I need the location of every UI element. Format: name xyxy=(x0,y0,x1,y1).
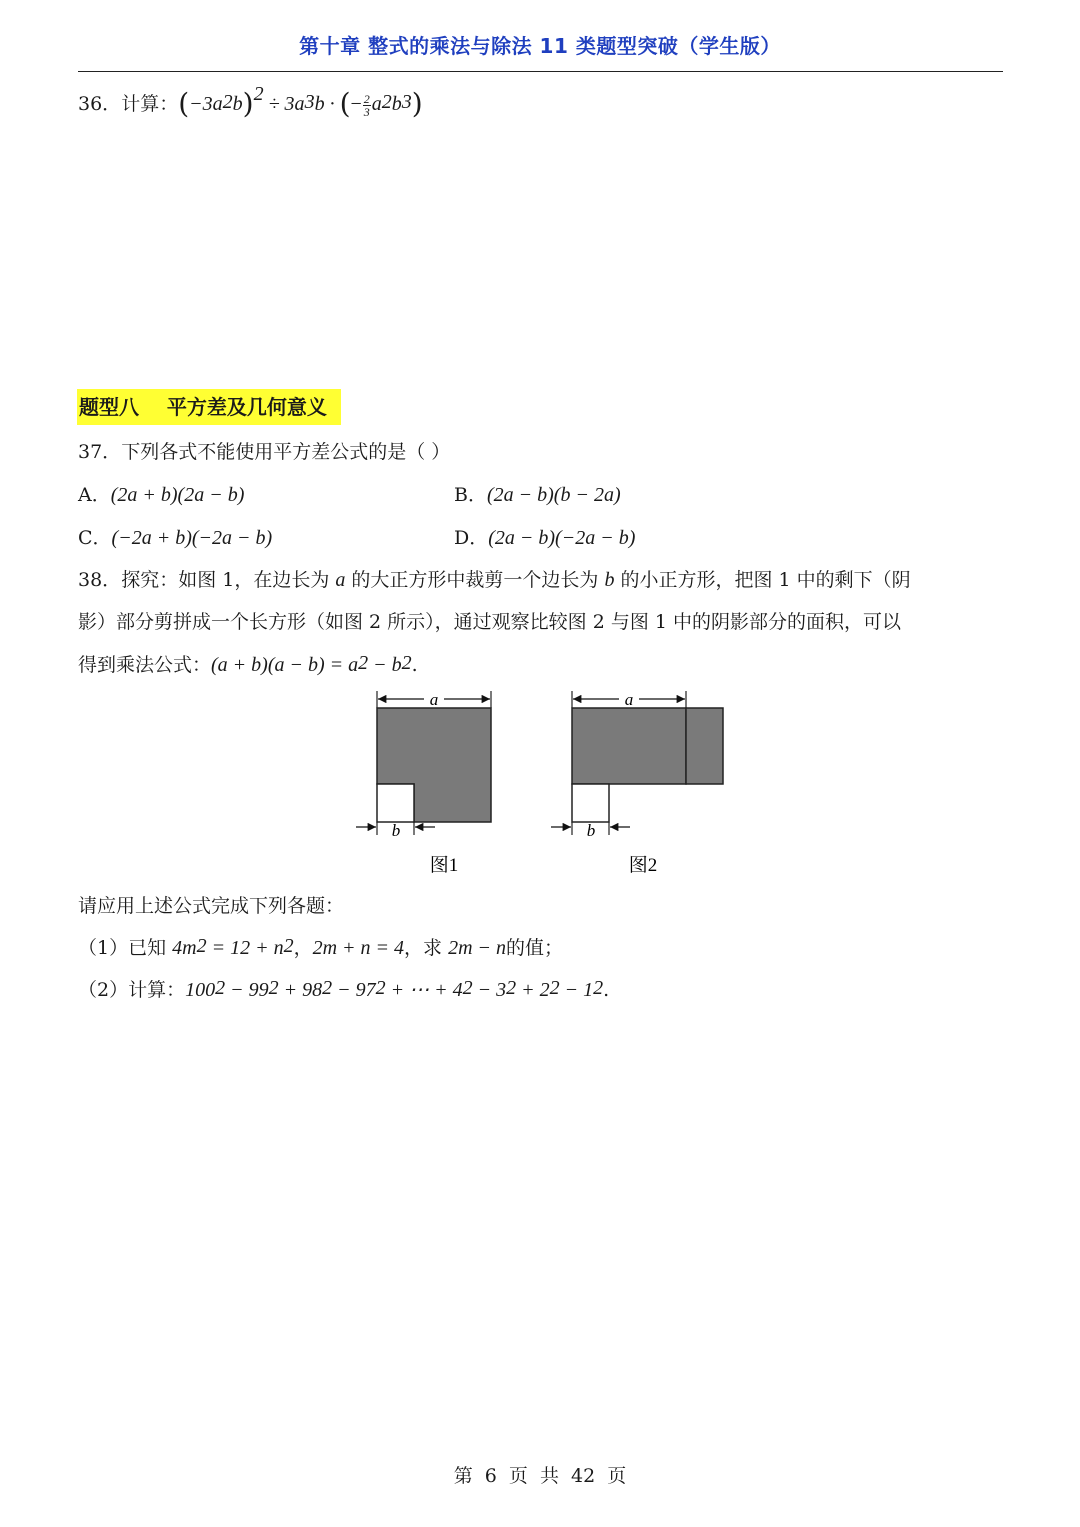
variable-b: b xyxy=(604,569,615,591)
exponent: 3 xyxy=(401,91,412,113)
exponent: 3 xyxy=(304,91,315,113)
text-run: 得到乘法公式： xyxy=(78,654,212,676)
exponent: 2 xyxy=(375,977,386,999)
text-run: 的小正方形，把图 1 中的剩下（阴 xyxy=(614,569,911,591)
question-prompt: 下列各式不能使用平方差公式的是（ ） xyxy=(121,441,451,463)
math-term: 4m xyxy=(172,937,197,959)
exponent: 2 xyxy=(462,977,473,999)
document-header-title: 第十章 整式的乘法与除法 11 类题型突破（学生版） xyxy=(299,34,781,58)
math-term: − 1 xyxy=(559,979,594,1001)
text-run: 探究：如图 1，在边长为 xyxy=(121,569,336,591)
figure-1-cut-square xyxy=(377,784,414,822)
section-heading: 题型八 平方差及几何意义 xyxy=(77,389,341,425)
figure-2 xyxy=(551,690,723,876)
math-term: a xyxy=(371,93,382,115)
math-term: = 12 + n xyxy=(206,937,284,959)
exponent: 2 xyxy=(268,977,279,999)
question-38-line-2: 影）部分剪拼成一个长方形（如图 2 所示），通过观察比较图 2 与图 1 中的阴影部分的面积，可以 xyxy=(78,611,902,633)
figure-2-caption: 图2 xyxy=(628,855,658,876)
label-b: b xyxy=(586,821,596,840)
math-term: − b xyxy=(368,654,402,676)
math-term: + 2 xyxy=(516,979,550,1001)
close-paren: ) xyxy=(242,87,254,120)
figure-2-rect-strip xyxy=(686,708,723,784)
text-run: . xyxy=(411,654,418,676)
question-37 xyxy=(78,438,450,466)
math-term: 100 xyxy=(185,979,216,1001)
math-term: − 3 xyxy=(472,979,507,1001)
math-term: + 98 xyxy=(278,979,323,1001)
math-term: 2m − n xyxy=(448,937,507,959)
math-term: −3a xyxy=(189,93,223,115)
exponent: 2 xyxy=(222,91,233,113)
option-label: D． xyxy=(454,527,489,549)
variable-a: a xyxy=(335,569,346,591)
option-c[interactable] xyxy=(78,524,272,552)
exponent: 2 xyxy=(381,91,392,113)
label-a: a xyxy=(429,690,439,709)
open-paren: ( xyxy=(178,87,190,120)
option-expression: (−2a + b)(−2a − b) xyxy=(111,527,273,549)
part-1 xyxy=(78,934,563,962)
exponent: 2 xyxy=(253,83,264,105)
option-b[interactable] xyxy=(454,481,621,509)
figure-1 xyxy=(356,690,491,876)
exponent: 2 xyxy=(506,977,517,999)
label-a: a xyxy=(624,690,634,709)
question-36 xyxy=(78,83,423,120)
math-term: 2m + n = 4 xyxy=(312,937,405,959)
question-38-line-1 xyxy=(78,566,911,594)
exponent: 2 xyxy=(196,935,207,957)
math-term: b xyxy=(391,93,402,115)
text-run: 的大正方形中裁剪一个边长为 xyxy=(345,569,605,591)
figure-1-caption: 图1 xyxy=(429,855,459,876)
math-term: + ⋯ + 4 xyxy=(385,979,463,1001)
exponent: 2 xyxy=(549,977,560,999)
text-run: . xyxy=(603,979,610,1001)
option-expression: (2a − b)(−2a − b) xyxy=(488,527,636,549)
text-run: ，求 xyxy=(404,937,449,959)
part-label: （1）已知 xyxy=(78,937,173,959)
figure-2-cut-square xyxy=(572,784,609,822)
question-38-line-3 xyxy=(78,651,418,679)
close-paren: ) xyxy=(411,87,423,120)
math-term: (a + b)(a − b) = a xyxy=(211,654,359,676)
math-term: − xyxy=(350,93,362,115)
question-number: 38． xyxy=(78,569,122,591)
question-number: 36． xyxy=(78,93,122,115)
option-expression: (2a + b)(2a − b) xyxy=(110,484,245,506)
math-term: ÷ 3a xyxy=(263,93,305,115)
question-prompt: 计算： xyxy=(121,93,179,115)
figure-2-rect-main xyxy=(572,708,686,784)
option-label: B． xyxy=(454,484,487,506)
exponent: 2 xyxy=(593,977,604,999)
exponent: 2 xyxy=(322,977,333,999)
math-term: − 97 xyxy=(332,979,376,1001)
fraction-numerator: 2 xyxy=(363,91,370,106)
question-number: 37． xyxy=(78,441,122,463)
fraction xyxy=(363,93,371,118)
exponent: 2 xyxy=(401,652,412,674)
option-d[interactable] xyxy=(454,524,635,552)
open-paren: ( xyxy=(339,87,351,120)
part-label: （2）计算： xyxy=(78,979,186,1001)
exponent: 2 xyxy=(215,977,226,999)
part-2 xyxy=(78,976,609,1004)
label-b: b xyxy=(391,821,401,840)
option-expression: (2a − b)(b − 2a) xyxy=(486,484,621,506)
option-label: A． xyxy=(78,484,111,506)
exponent: 2 xyxy=(358,652,369,674)
option-a[interactable] xyxy=(78,481,244,509)
math-term: b xyxy=(232,93,243,115)
page-footer: 第 6 页 共 42 页 xyxy=(453,1465,627,1487)
text-run: 的值； xyxy=(506,937,564,959)
text-run: ， xyxy=(293,937,313,959)
instruction-text: 请应用上述公式完成下列各题： xyxy=(78,895,345,917)
header-divider xyxy=(78,71,1003,72)
exponent: 2 xyxy=(283,935,294,957)
math-term: b · xyxy=(314,93,340,115)
fraction-denominator: 3 xyxy=(363,104,370,119)
option-label: C． xyxy=(78,527,112,549)
math-term: − 99 xyxy=(225,979,269,1001)
figures-diagram xyxy=(340,685,740,885)
